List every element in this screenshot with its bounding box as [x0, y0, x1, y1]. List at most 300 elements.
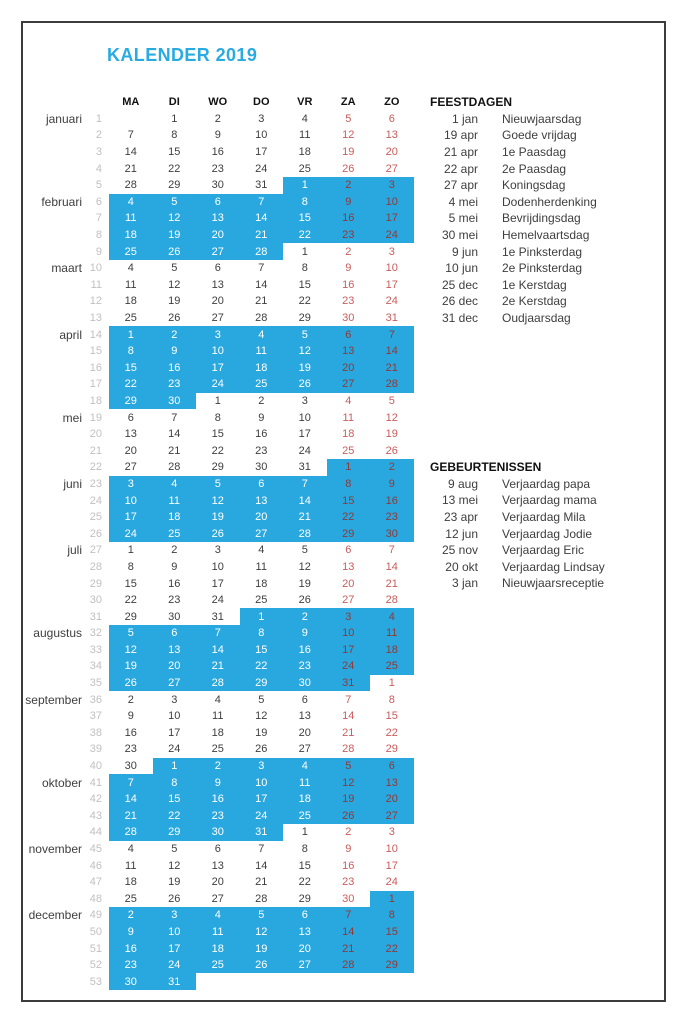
- day-cell: 15: [283, 210, 327, 227]
- day-cell: 9: [258, 411, 265, 424]
- day-cell: 9: [109, 924, 153, 941]
- day-cell: 23: [109, 957, 153, 974]
- day-cell: 8: [109, 343, 153, 360]
- day-cell: 22: [298, 295, 311, 308]
- day-cell: 18: [255, 577, 268, 590]
- day-cell: 22: [370, 940, 414, 957]
- event-item-name: Verjaardag Lindsay: [502, 559, 605, 574]
- header-spacer-gap: [102, 102, 109, 103]
- day-cell: 17: [153, 940, 197, 957]
- day-cell: 27: [342, 594, 355, 607]
- day-cell: 12: [327, 774, 371, 791]
- row-gap: [102, 766, 109, 767]
- day-cell: 24: [109, 525, 153, 542]
- day-cell: 21: [109, 808, 153, 825]
- day-cell: 26: [283, 376, 327, 393]
- event-item-date: 9 aug: [447, 476, 478, 491]
- day-cell: 13: [196, 210, 240, 227]
- day-cell: 3: [240, 758, 284, 775]
- day-cell: 20: [342, 577, 355, 590]
- holiday-item-date: 30 mei: [441, 228, 478, 243]
- day-cell: 5: [171, 262, 178, 275]
- week-number: 43: [89, 809, 102, 822]
- row-gap: [102, 799, 109, 800]
- day-cell: 12: [196, 492, 240, 509]
- day-cell: 20: [240, 509, 284, 526]
- day-cell: 4: [258, 544, 265, 557]
- holiday-item-date: 27 apr: [443, 178, 478, 193]
- day-cell: 28: [196, 675, 240, 692]
- day-cell: 4: [345, 394, 352, 407]
- day-cell: 27: [211, 312, 224, 325]
- week-row: [22, 426, 414, 443]
- day-cell: 21: [385, 577, 398, 590]
- day-cell: 4: [196, 907, 240, 924]
- week-number: 11: [90, 278, 102, 291]
- day-cell: 5: [153, 194, 197, 211]
- day-cell: 28: [283, 525, 327, 542]
- day-cell: 19: [153, 227, 197, 244]
- day-cell: 6: [327, 326, 371, 343]
- week-number: 53: [89, 975, 102, 988]
- day-cell: 7: [388, 544, 395, 557]
- week-row: [22, 210, 414, 227]
- day-cell: 6: [153, 625, 197, 642]
- week-number: 10: [89, 262, 102, 275]
- week-row: [22, 642, 414, 659]
- week-number: 26: [89, 527, 102, 540]
- day-cell: 7: [345, 693, 352, 706]
- day-cell: 18: [211, 726, 224, 739]
- day-cell: 24: [327, 658, 371, 675]
- day-cell: [327, 973, 371, 990]
- day-cell: 15: [109, 360, 153, 377]
- day-cell: 10: [385, 843, 398, 856]
- event-item-name: Verjaardag Eric: [502, 543, 585, 558]
- day-cell: 5: [171, 843, 178, 856]
- week-number: 33: [89, 643, 102, 656]
- day-cell: 11: [153, 492, 197, 509]
- holiday-item-date: 1 jan: [451, 111, 478, 126]
- day-cell: 3: [258, 112, 265, 125]
- holiday-item: [430, 227, 597, 244]
- day-cell: 13: [153, 642, 197, 659]
- day-cell: 7: [196, 625, 240, 642]
- events-heading: GEBEURTENISSEN: [430, 460, 542, 475]
- day-cell: 15: [124, 577, 137, 590]
- row-gap: [102, 201, 109, 202]
- row-gap: [102, 699, 109, 700]
- day-cell: 17: [240, 791, 284, 808]
- day-cell: 17: [370, 210, 414, 227]
- month-label: februari: [41, 194, 82, 209]
- day-cell: 27: [240, 525, 284, 542]
- day-cell: 6: [214, 843, 221, 856]
- day-cell: 28: [370, 376, 414, 393]
- week-row: [22, 774, 414, 791]
- week-row: [22, 509, 414, 526]
- day-cell: 4: [214, 693, 221, 706]
- day-cell: 22: [385, 726, 398, 739]
- row-gap: [102, 882, 109, 883]
- row-gap: [102, 649, 109, 650]
- week-number: 40: [89, 760, 102, 773]
- day-cell: 31: [211, 610, 224, 623]
- holiday-item-date: 10 jun: [445, 261, 478, 276]
- day-cell: 1: [153, 758, 197, 775]
- day-cell: 21: [327, 940, 371, 957]
- day-cell: 1: [171, 112, 178, 125]
- week-number: 18: [89, 394, 102, 407]
- day-cell: 15: [327, 492, 371, 509]
- day-cell: 4: [153, 476, 197, 493]
- day-cell: 10: [211, 560, 224, 573]
- week-row: [22, 194, 414, 211]
- holiday-item: [430, 194, 597, 211]
- day-cell: 4: [240, 326, 284, 343]
- row-gap: [102, 633, 109, 634]
- holiday-item-name: Bevrijdingsdag: [502, 211, 581, 226]
- week-row: [22, 874, 414, 891]
- day-cell: 7: [127, 129, 134, 142]
- week-number: 25: [89, 511, 102, 524]
- day-cell: 14: [255, 278, 268, 291]
- day-cell: [240, 973, 284, 990]
- day-cell: 26: [168, 892, 181, 905]
- weekday-header: MA: [122, 96, 140, 109]
- week-row: [22, 891, 414, 908]
- day-cell: 28: [240, 243, 284, 260]
- day-cell: 6: [370, 758, 414, 775]
- day-cell: 14: [240, 210, 284, 227]
- day-cell: 8: [388, 693, 395, 706]
- day-cell: 31: [240, 824, 284, 841]
- week-number: 19: [89, 411, 102, 424]
- day-cell: 10: [196, 343, 240, 360]
- day-cell: 25: [298, 162, 311, 175]
- holiday-item: [430, 277, 597, 294]
- holiday-item-date: 9 jun: [451, 244, 478, 259]
- row-gap: [102, 749, 109, 750]
- day-cell: 31: [298, 461, 311, 474]
- holiday-item-name: Koningsdag: [502, 178, 566, 193]
- day-cell: 30: [168, 610, 181, 623]
- row-gap: [102, 400, 109, 401]
- page-title: KALENDER 2019: [107, 45, 258, 65]
- day-cell: 22: [240, 658, 284, 675]
- month-label: maart: [51, 261, 82, 276]
- day-cell: 7: [171, 411, 178, 424]
- row-gap: [102, 301, 109, 302]
- week-row: [22, 409, 414, 426]
- day-cell: 16: [196, 791, 240, 808]
- day-cell: 29: [327, 525, 371, 542]
- day-cell: 5: [301, 544, 308, 557]
- row-gap: [102, 948, 109, 949]
- week-row: [22, 525, 414, 542]
- day-cell: 9: [171, 560, 178, 573]
- day-cell: 26: [342, 162, 355, 175]
- day-cell: 13: [283, 924, 327, 941]
- day-cell: 23: [342, 295, 355, 308]
- day-cell: 7: [327, 907, 371, 924]
- holiday-item-date: 21 apr: [443, 145, 478, 160]
- day-cell: 25: [124, 892, 137, 905]
- day-cell: 17: [385, 859, 398, 872]
- week-row: [22, 492, 414, 509]
- day-cell: 17: [196, 360, 240, 377]
- day-cell: 13: [327, 343, 371, 360]
- day-cell: 13: [240, 492, 284, 509]
- day-cell: 25: [153, 525, 197, 542]
- week-number: 51: [89, 942, 102, 955]
- day-cell: 30: [283, 675, 327, 692]
- day-cell: 27: [153, 675, 197, 692]
- week-row: [22, 310, 414, 327]
- day-cell: 22: [153, 808, 197, 825]
- day-cell: 19: [196, 509, 240, 526]
- row-gap: [102, 384, 109, 385]
- day-cell: 5: [196, 476, 240, 493]
- holiday-item: [430, 127, 597, 144]
- day-cell: 3: [153, 907, 197, 924]
- week-row: [22, 293, 414, 310]
- day-cell: 23: [168, 594, 181, 607]
- day-cell: 9: [283, 625, 327, 642]
- day-cell: 28: [385, 594, 398, 607]
- day-cell: 14: [385, 560, 398, 573]
- week-row: [22, 940, 414, 957]
- week-row: [22, 608, 414, 625]
- day-cell: 10: [109, 492, 153, 509]
- row-gap: [102, 185, 109, 186]
- day-cell: 12: [342, 129, 355, 142]
- week-row: [22, 476, 414, 493]
- day-cell: 9: [153, 343, 197, 360]
- day-cell: 30: [370, 525, 414, 542]
- day-cell: 19: [298, 577, 311, 590]
- day-cell: 27: [211, 892, 224, 905]
- day-cell: 11: [370, 625, 414, 642]
- row-gap: [102, 666, 109, 667]
- day-cell: 1: [283, 177, 327, 194]
- holiday-item: [430, 260, 597, 277]
- week-number: 32: [89, 627, 102, 640]
- week-number: 31: [89, 610, 102, 623]
- day-cell: 21: [196, 658, 240, 675]
- row-gap: [102, 517, 109, 518]
- day-cell: 2: [370, 459, 414, 476]
- day-cell: 12: [385, 411, 398, 424]
- holiday-item: [430, 243, 597, 260]
- row-gap: [102, 118, 109, 119]
- calendar-weeks: [22, 111, 414, 990]
- row-gap: [102, 981, 109, 982]
- event-item-date: 23 apr: [443, 510, 478, 525]
- day-cell: 10: [168, 710, 181, 723]
- day-cell: 2: [196, 758, 240, 775]
- day-cell: 3: [301, 394, 308, 407]
- row-gap: [102, 915, 109, 916]
- day-cell: 10: [385, 262, 398, 275]
- day-cell: 14: [124, 146, 137, 159]
- week-number: 4: [95, 162, 102, 175]
- day-cell: 21: [168, 444, 181, 457]
- day-cell: 13: [385, 129, 398, 142]
- day-cell: 7: [109, 774, 153, 791]
- week-number: 23: [89, 477, 102, 490]
- row-gap: [102, 268, 109, 269]
- month-label: januari: [45, 111, 82, 126]
- day-cell: 8: [153, 774, 197, 791]
- day-cell: 6: [301, 693, 308, 706]
- weekday-header: DI: [168, 96, 180, 109]
- row-gap: [102, 434, 109, 435]
- week-row: [22, 559, 414, 576]
- day-cell: [283, 973, 327, 990]
- day-cell: 7: [258, 843, 265, 856]
- row-gap: [102, 168, 109, 169]
- week-number: 6: [95, 195, 102, 208]
- day-cell: 27: [283, 957, 327, 974]
- day-cell: 1: [370, 891, 414, 908]
- day-cell: 19: [168, 876, 181, 889]
- row-gap: [102, 135, 109, 136]
- event-item: [430, 492, 605, 509]
- day-cell: 6: [214, 262, 221, 275]
- day-cell: 24: [370, 227, 414, 244]
- week-number: 14: [89, 328, 102, 341]
- day-cell: 26: [153, 243, 197, 260]
- weekday-header: VR: [297, 96, 313, 109]
- week-row: [22, 741, 414, 758]
- day-cell: 30: [255, 461, 268, 474]
- day-cell: 15: [385, 710, 398, 723]
- day-cell: 9: [196, 774, 240, 791]
- calendar-grid: [22, 94, 414, 990]
- week-number: 47: [89, 876, 102, 889]
- day-cell: 30: [342, 312, 355, 325]
- month-label: april: [59, 327, 82, 342]
- day-cell: 12: [298, 560, 311, 573]
- day-cell: 25: [240, 376, 284, 393]
- day-cell: 31: [385, 312, 398, 325]
- week-row: [22, 542, 414, 559]
- day-cell: 8: [240, 625, 284, 642]
- day-cell: 15: [240, 642, 284, 659]
- day-cell: 16: [153, 360, 197, 377]
- day-cell: 2: [214, 112, 221, 125]
- week-row: [22, 111, 414, 128]
- day-cell: 19: [327, 791, 371, 808]
- day-cell: 23: [283, 658, 327, 675]
- day-cell: 3: [388, 826, 395, 839]
- day-cell: 20: [370, 791, 414, 808]
- event-item-date: 13 mei: [441, 493, 478, 508]
- day-cell: 17: [385, 278, 398, 291]
- holiday-item-date: 22 apr: [443, 161, 478, 176]
- row-gap: [102, 600, 109, 601]
- day-cell: 15: [298, 859, 311, 872]
- weekday-header-row: [22, 94, 414, 111]
- day-cell: 20: [124, 444, 137, 457]
- holiday-item: [430, 177, 597, 194]
- week-row: [22, 808, 414, 825]
- holiday-item: [430, 310, 597, 327]
- event-item: [430, 542, 605, 559]
- day-cell: 5: [109, 625, 153, 642]
- day-cell: 11: [255, 560, 267, 573]
- day-cell: 25: [124, 312, 137, 325]
- month-label: augustus: [33, 626, 82, 641]
- day-cell: 17: [255, 146, 268, 159]
- week-number: 12: [89, 295, 102, 308]
- day-cell: 13: [298, 710, 311, 723]
- event-item: [430, 559, 605, 576]
- weekday-header: ZA: [340, 96, 356, 109]
- month-label: mei: [62, 410, 82, 425]
- day-cell: 12: [283, 343, 327, 360]
- week-row: [22, 575, 414, 592]
- day-cell: 25: [109, 243, 153, 260]
- day-cell: 4: [127, 262, 134, 275]
- day-cell: 8: [370, 907, 414, 924]
- day-cell: 28: [109, 824, 153, 841]
- day-cell: 22: [124, 594, 137, 607]
- day-cell: 14: [168, 428, 181, 441]
- week-number: 13: [89, 312, 102, 325]
- day-cell: 11: [283, 774, 327, 791]
- day-cell: 14: [255, 859, 268, 872]
- day-cell: 25: [255, 594, 268, 607]
- day-cell: 8: [301, 262, 308, 275]
- row-gap: [102, 683, 109, 684]
- week-number: 7: [95, 212, 102, 225]
- day-cell: 20: [283, 940, 327, 957]
- week-row: [22, 592, 414, 609]
- day-cell: 16: [109, 940, 153, 957]
- day-cell: 4: [283, 758, 327, 775]
- row-gap: [102, 351, 109, 352]
- row-gap: [102, 931, 109, 932]
- day-cell: 8: [327, 476, 371, 493]
- week-row: [22, 260, 414, 277]
- week-number: 24: [89, 494, 102, 507]
- week-row: [22, 658, 414, 675]
- day-cell: 2: [345, 826, 352, 839]
- week-row: [22, 442, 414, 459]
- holiday-item-name: 2e Kerstdag: [502, 294, 567, 309]
- weekday-header: ZO: [384, 96, 400, 109]
- day-cell: 10: [327, 625, 371, 642]
- day-cell: 29: [385, 743, 398, 756]
- day-cell: 14: [342, 710, 355, 723]
- day-cell: 20: [153, 658, 197, 675]
- day-cell: 4: [370, 608, 414, 625]
- week-row: [22, 841, 414, 858]
- row-gap: [102, 782, 109, 783]
- event-item-date: 25 nov: [441, 543, 478, 558]
- day-cell: 10: [298, 411, 311, 424]
- day-cell: 28: [255, 312, 268, 325]
- week-number: 36: [89, 693, 102, 706]
- week-row: [22, 326, 414, 343]
- week-row: [22, 625, 414, 642]
- week-number: 21: [89, 444, 102, 457]
- week-row: [22, 343, 414, 360]
- day-cell: 30: [124, 760, 137, 773]
- holiday-item-name: Dodenherdenking: [502, 194, 597, 209]
